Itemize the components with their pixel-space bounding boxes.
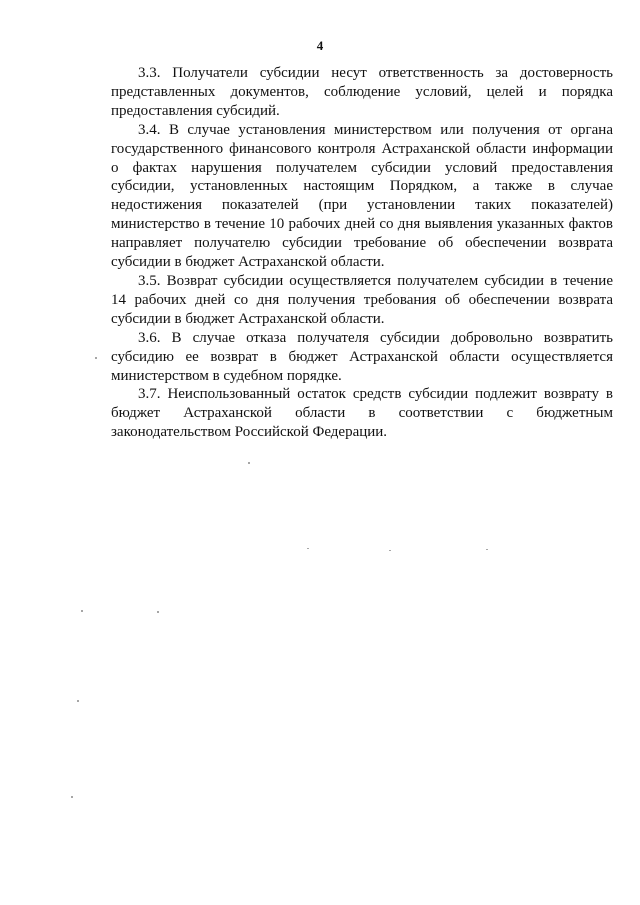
scan-speck [77,700,79,702]
document-body [111,64,613,442]
paragraph-3-6: 3.6. В случае отказа получателя субсидии добровольно возвратить субсидию ее возврат в бюджет Астраханской области осуществляется министерством в судебном порядке. [111,329,613,384]
scan-speck [81,610,83,612]
paragraph-3-3: 3.3. Получатели субсидии несут ответственность за достоверность представленных документов, соблюдение условий, целей и порядка предоставления субсидий. [111,65,613,119]
scan-speck [71,796,73,798]
paragraph-3-4: 3.4. В случае установления министерством или получения от органа государственного финансового контроля Астраханской области информации о фактах нарушения получателем субсидии условий предоставления субсидии, установленных настоящим Порядком, а также в случае недостижения показателей (при установлении таких показателей) министерство в течение 10 рабочих дней со дня выявления указанных фактов направляет получателю субсидии требование об обеспечении возврата субсидии в бюджет Астраханской области. [111,121,613,271]
scan-speck [248,462,250,464]
paragraph-3-5: 3.5. Возврат субсидии осуществляется получателем субсидии в течение 14 рабочих дней со дня получения требования об обеспечении возврата субсидии в бюджет Астраханской области. [111,272,613,327]
paragraph-3-7: 3.7. Неиспользованный остаток средств субсидии подлежит возврату в бюджет Астраханской области в соответствии с бюджетным законодательством Российской Федерации. [111,386,613,441]
scan-speck [486,549,488,550]
page-number: 4 [316,38,324,53]
scan-speck [95,357,97,359]
scan-speck [307,548,309,549]
scan-speck [157,611,159,613]
scan-speck [389,550,391,551]
